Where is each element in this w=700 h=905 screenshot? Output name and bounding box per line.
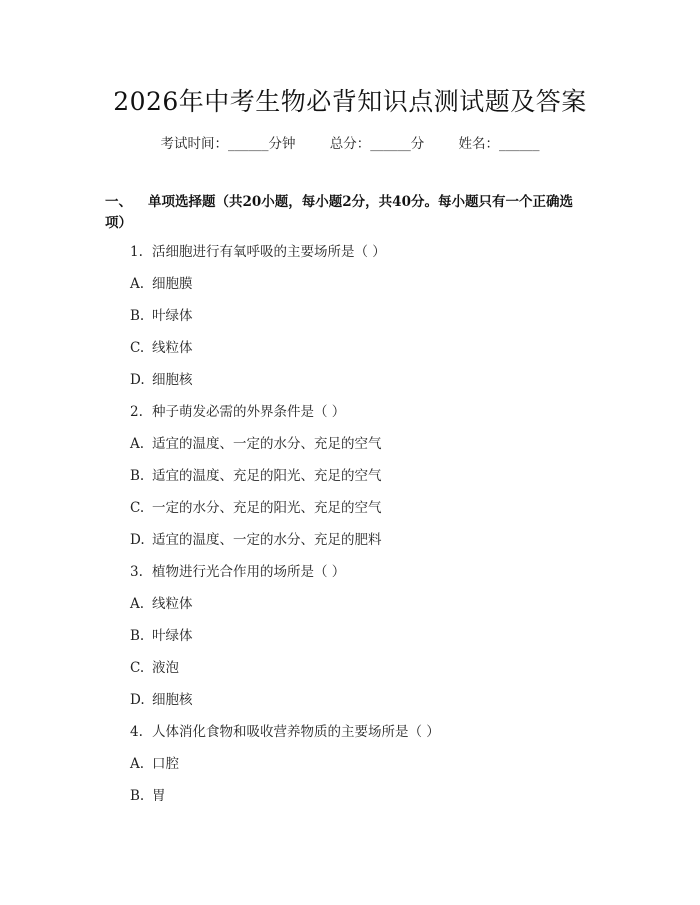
option-letter: B. (130, 628, 145, 644)
question-number: 2. (130, 404, 143, 420)
answer-option (130, 306, 590, 338)
exam-time: 考试时间：______分钟 (160, 136, 296, 152)
student-name: 姓名：______ (458, 136, 540, 152)
answer-option (130, 434, 590, 466)
option-text: 叶绿体 (152, 308, 193, 324)
section-text: 单项选择题（共20小题，每小题2分，共40分。每小题只有一个正确选项） (105, 194, 573, 231)
option-text: 液泡 (152, 660, 179, 676)
question-stem (130, 722, 590, 754)
answer-option (130, 658, 590, 690)
answer-option (130, 498, 590, 530)
option-letter: D. (130, 532, 145, 548)
option-letter: C. (130, 660, 145, 676)
question-number: 1. (130, 244, 143, 260)
question-list (130, 242, 590, 818)
page-title: 2026年中考生物必背知识点测试题及答案 (113, 87, 587, 116)
option-letter: A. (130, 596, 145, 612)
answer-option (130, 690, 590, 722)
option-letter: B. (130, 468, 145, 484)
answer-option (130, 530, 590, 562)
question-text: 人体消化食物和吸收营养物质的主要场所是（ ） (152, 724, 440, 740)
option-text: 适宜的温度、一定的水分、充足的空气 (152, 436, 382, 452)
option-text: 细胞核 (152, 372, 193, 388)
option-text: 线粒体 (152, 596, 193, 612)
answer-option (130, 274, 590, 306)
option-text: 口腔 (152, 756, 179, 772)
question-stem (130, 242, 590, 274)
option-letter: C. (130, 500, 145, 516)
answer-option (130, 594, 590, 626)
answer-option (130, 466, 590, 498)
option-text: 细胞核 (152, 692, 193, 708)
exam-total-score: 总分：______分 (329, 136, 425, 152)
question-stem (130, 402, 590, 434)
section-heading (105, 192, 585, 234)
option-text: 适宜的温度、充足的阳光、充足的空气 (152, 468, 382, 484)
question-number: 4. (130, 724, 143, 740)
answer-option (130, 754, 590, 786)
question-stem (130, 562, 590, 594)
option-letter: A. (130, 436, 145, 452)
option-letter: A. (130, 276, 145, 292)
answer-option (130, 626, 590, 658)
answer-option (130, 370, 590, 402)
answer-option (130, 786, 590, 818)
option-letter: D. (130, 372, 145, 388)
answer-option (130, 338, 590, 370)
option-text: 适宜的温度、一定的水分、充足的肥料 (152, 532, 382, 548)
question-text: 活细胞进行有氧呼吸的主要场所是（ ） (152, 244, 386, 260)
option-text: 细胞膜 (152, 276, 193, 292)
option-letter: A. (130, 756, 145, 772)
question-number: 3. (130, 564, 143, 580)
option-text: 胃 (152, 788, 166, 804)
option-text: 叶绿体 (152, 628, 193, 644)
section-number: 一、 (105, 194, 132, 210)
question-text: 植物进行光合作用的场所是（ ） (152, 564, 346, 580)
option-text: 一定的水分、充足的阳光、充足的空气 (152, 500, 382, 516)
option-letter: C. (130, 340, 145, 356)
option-letter: B. (130, 788, 145, 804)
exam-meta (0, 132, 700, 152)
option-letter: B. (130, 308, 145, 324)
question-text: 种子萌发必需的外界条件是（ ） (152, 404, 346, 420)
option-letter: D. (130, 692, 145, 708)
option-text: 线粒体 (152, 340, 193, 356)
